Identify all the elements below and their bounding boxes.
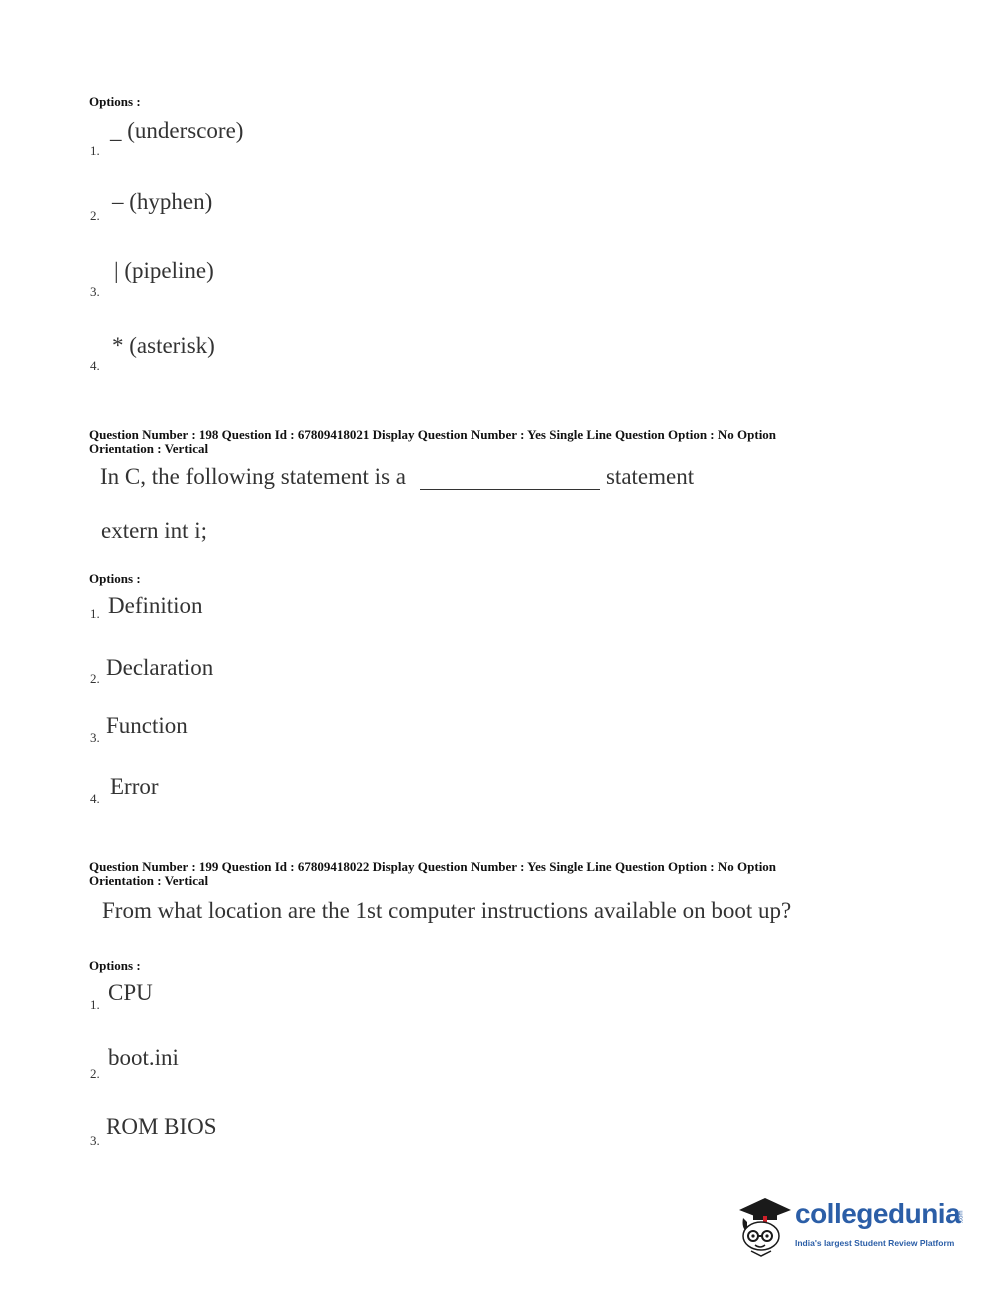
fill-blank-line (420, 469, 600, 490)
logo-wordmark: collegedunia (795, 1198, 961, 1229)
question-meta-line1: Question Number : 198 Question Id : 67809418021 Display Question Number : Yes Single Line Question Option : No Option (89, 427, 777, 442)
collegedunia-logo (733, 1188, 963, 1258)
option-number: 2. (90, 208, 100, 223)
options-label: Options : (89, 94, 141, 109)
option-number: 3. (90, 1133, 100, 1148)
options-label: Options : (89, 958, 141, 973)
option-number: 1. (90, 997, 100, 1012)
option-text: | (pipeline) (114, 258, 214, 283)
graduate-mascot-icon (733, 1188, 793, 1258)
option-text: ROM BIOS (106, 1114, 217, 1139)
logo-domain-suffix: .com (958, 1210, 965, 1224)
option-text: _ (underscore) (110, 118, 244, 143)
question-text-after: statement (605, 464, 695, 489)
option-number: 1. (90, 606, 100, 621)
option-number: 4. (90, 791, 100, 806)
option-number: 3. (90, 730, 100, 745)
option-number: 4. (90, 358, 100, 373)
option-text: Declaration (106, 655, 214, 680)
question-meta-line2: Orientation : Vertical (89, 873, 209, 888)
option-text: – (hyphen) (112, 189, 213, 214)
question-meta-line2: Orientation : Vertical (89, 441, 209, 456)
question-text (100, 464, 694, 490)
option-number: 1. (90, 143, 100, 158)
option-text: CPU (108, 980, 153, 1005)
option-number: 2. (90, 1066, 100, 1081)
question-meta (89, 860, 776, 888)
code-statement: extern int i; (101, 518, 208, 543)
question-meta-line1: Question Number : 199 Question Id : 67809418022 Display Question Number : Yes Single Line Question Option : No Option (89, 859, 777, 874)
question-meta (89, 428, 776, 456)
option-text: * (asterisk) (112, 333, 215, 358)
option-number: 2. (90, 671, 100, 686)
options-label: Options : (89, 571, 141, 586)
option-text: boot.ini (108, 1045, 179, 1070)
option-number: 3. (90, 284, 100, 299)
option-text: Function (106, 713, 188, 738)
logo-tagline: India's largest Student Review Platform (795, 1238, 955, 1248)
question-text: From what location are the 1st computer instructions available on boot up? (102, 898, 792, 923)
question-text-before: In C, the following statement is a (100, 464, 406, 489)
option-text: Definition (108, 593, 203, 618)
option-text: Error (110, 774, 159, 799)
